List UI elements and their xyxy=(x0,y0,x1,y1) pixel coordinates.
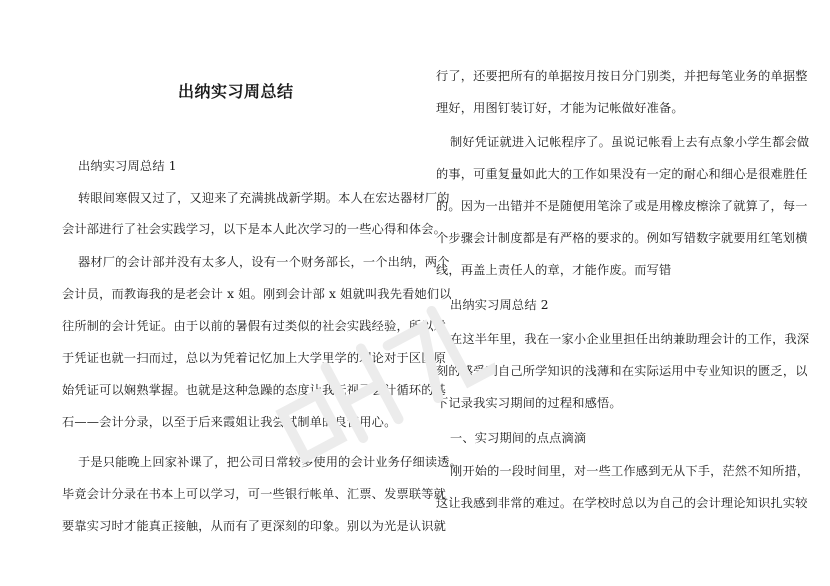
paragraph-line: 器材厂的会计部并没有太多人，设有一个财务部长，一个出纳，两个 xyxy=(78,255,450,269)
paragraph-line: 刻的感受到自己所学知识的浅薄和在实际运用中专业知识的匮乏，以 xyxy=(436,364,808,378)
paragraph-line: 行了，还要把所有的单据按月按日分门别类，并把每笔业务的单据整 xyxy=(436,69,808,83)
paragraph-line: 线，再盖上责任人的章，才能作废。而写错 xyxy=(436,263,672,277)
paragraph-line: 毕竟会计分录在书本上可以学习，可一些银行帐单、汇票、发票联等就 xyxy=(62,487,447,501)
paragraph-line: 制好凭证就进入记帐程序了。虽说记帐看上去有点象小学生都会做 xyxy=(450,135,810,149)
paragraph-line: 理好，用图钉装订好，才能为记帐做好准备。 xyxy=(436,101,684,115)
paragraph-line: 在这半年里，我在一家小企业里担任出纳兼助理会计的工作，我深 xyxy=(450,332,810,346)
paragraph-line: 会计部进行了社会实践学习，以下是本人此次学习的一些心得和体会。 xyxy=(62,222,447,236)
paragraph-line: 于凭证也就一扫而过，总以为凭着记忆加上大学里学的理论对于区区原 xyxy=(62,351,447,365)
document-title: 出纳实习周总结 xyxy=(178,82,294,101)
paragraph-line: 个步骤会计制度都是有严格的要求的。例如写错数字就要用红笔划横 xyxy=(436,231,808,245)
paragraph-line: 始凭证可以娴熟掌握。也就是这种急躁的态度让我无视了会计循环的基 xyxy=(62,383,447,397)
paragraph-line: 于是只能晚上回家补课了，把公司日常较多使用的会计业务仔细读透。 xyxy=(78,455,463,469)
paragraph-line: 石——会计分录，以至于后来霞姐让我尝试制单的良苦用心。 xyxy=(62,415,397,429)
paragraph-line: 这让我感到非常的难过。在学校时总以为自己的会计理论知识扎实较 xyxy=(436,496,808,510)
paragraph-line: 刚开始的一段时间里，对一些工作感到无从下手，茫然不知所措， xyxy=(450,464,810,478)
paragraph-line: 转眼间寒假又过了，又迎来了充满挑战新学期。本人在宏达器材厂的 xyxy=(78,191,450,205)
paragraph-line: 的。因为一出错并不是随便用笔涂了或是用橡皮檫涂了就算了，每一 xyxy=(436,199,808,213)
paragraph-line: 往所制的会计凭证。由于以前的暑假有过类似的社会实践经验，所以对 xyxy=(62,319,447,333)
section-heading: 出纳实习周总结 1 xyxy=(78,159,177,173)
subsection-heading: 一、实习期间的点点滴滴 xyxy=(450,431,587,445)
paragraph-line: 下记录我实习期间的过程和感悟。 xyxy=(436,396,622,410)
paragraph-line: 的事，可重复量如此大的工作如果没有一定的耐心和细心是很难胜任 xyxy=(436,167,808,181)
section-heading: 出纳实习周总结 2 xyxy=(450,298,549,312)
paragraph-line: 会计员，而教诲我的是老会计 x 姐。刚到会计部 x 姐就叫我先看她们以 xyxy=(62,287,452,301)
paragraph-line: 要靠实习时才能真正接触，从而有了更深刻的印象。别以为光是认识就 xyxy=(62,519,447,533)
